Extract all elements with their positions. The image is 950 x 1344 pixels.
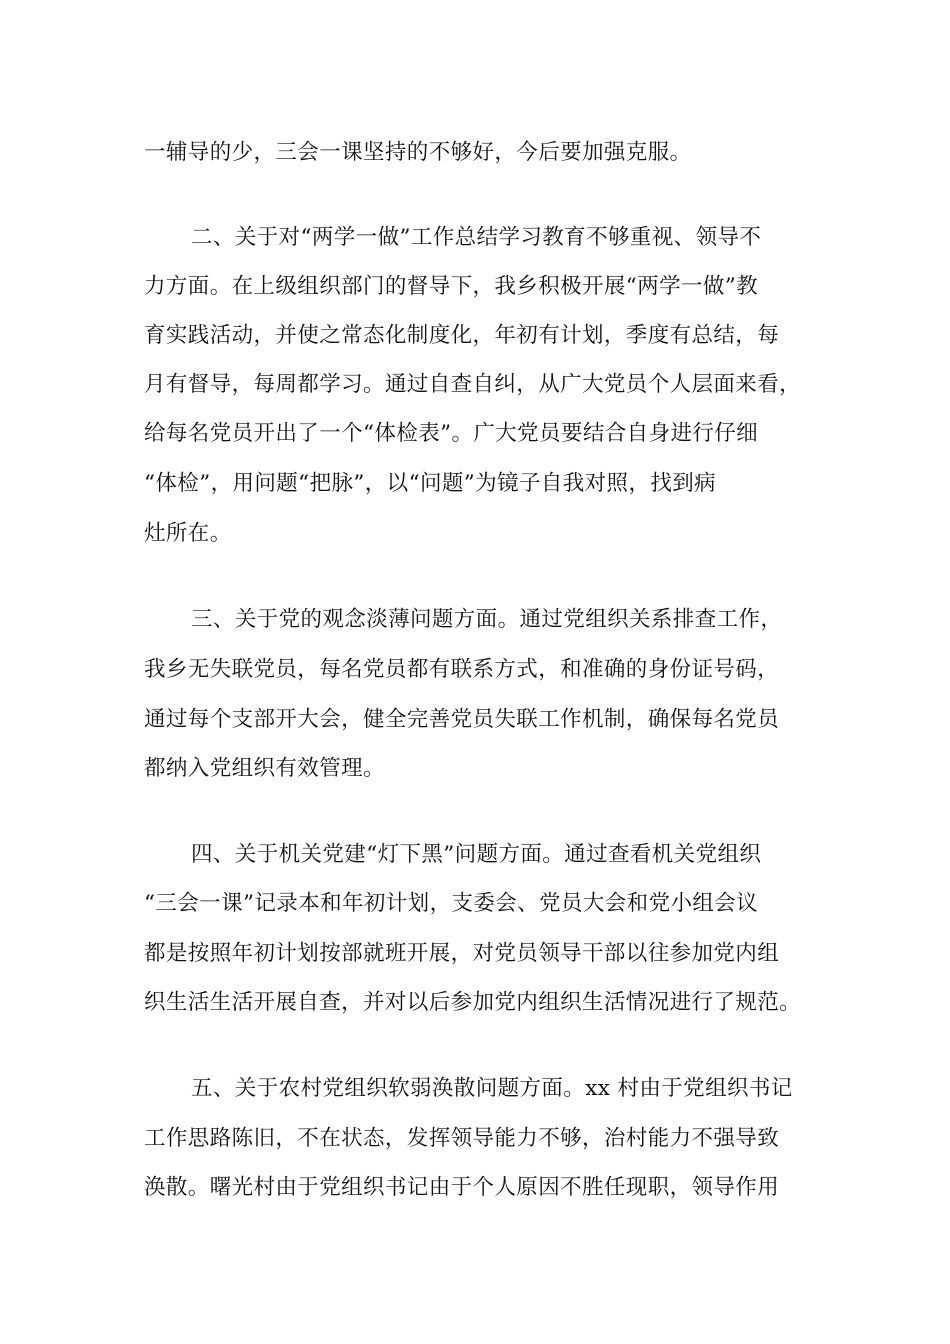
paragraph-3-line-2: 我乡无失联党员，每名党员都有联系方式，和准确的身份证号码， <box>144 657 780 682</box>
paragraph-2-line-3: 育实践活动，并使之常态化制度化，年初有计划，季度有总结，每 <box>144 323 780 348</box>
paragraph-1-line-1: 一辅导的少，三会一课坚持的不够好，今后要加强克服。 <box>144 140 692 165</box>
paragraph-4-line-2: “三会一课”记录本和年初计划，支委会、党员大会和党小组会议 <box>144 891 759 916</box>
paragraph-2-line-7: 灶所在。 <box>144 521 232 546</box>
paragraph-3-line-4: 都纳入党组织有效管理。 <box>144 756 385 781</box>
paragraph-5-line-1: 五、关于农村党组织软弱涣散问题方面。xx 村由于党组织书记 <box>191 1076 793 1101</box>
paragraph-5-line-3: 涣散。曙光村由于党组织书记由于个人原因不胜任现职，领导作用 <box>144 1175 780 1200</box>
paragraph-2-line-5: 给每名党员开出了一个“体检表”。广大党员要结合自身进行仔细 <box>144 421 759 446</box>
paragraph-3-line-3: 通过每个支部开大会，健全完善党员失联工作机制，确保每名党员 <box>144 707 780 732</box>
paragraph-3-line-1: 三、关于党的观念淡薄问题方面。通过党组织关系排查工作， <box>191 607 783 632</box>
paragraph-2-line-2: 力方面。在上级组织部门的督导下，我乡积极开展“两学一做”教 <box>144 274 759 299</box>
paragraph-4-line-1: 四、关于机关党建“灯下黑”问题方面。通过查看机关党组织 <box>191 842 762 867</box>
paragraph-4-line-3: 都是按照年初计划按部就班开展，对党员领导干部以往参加党内组 <box>144 941 780 966</box>
paragraph-2-line-4: 月有督导，每周都学习。通过自查自纠，从广大党员个人层面来看， <box>144 372 802 397</box>
paragraph-2-line-6: “体检”，用问题“把脉”，以“问题”为镜子自我对照，找到病 <box>144 471 717 496</box>
paragraph-4-line-4: 织生活生活开展自查，并对以后参加党内组织生活情况进行了规范。 <box>144 990 802 1015</box>
paragraph-2-line-1: 二、关于对“两学一做”工作总结学习教育不够重视、领导不 <box>191 225 762 250</box>
paragraph-5-line-2: 工作思路陈旧，不在状态，发挥领导能力不够，治村能力不强导致 <box>144 1126 780 1151</box>
